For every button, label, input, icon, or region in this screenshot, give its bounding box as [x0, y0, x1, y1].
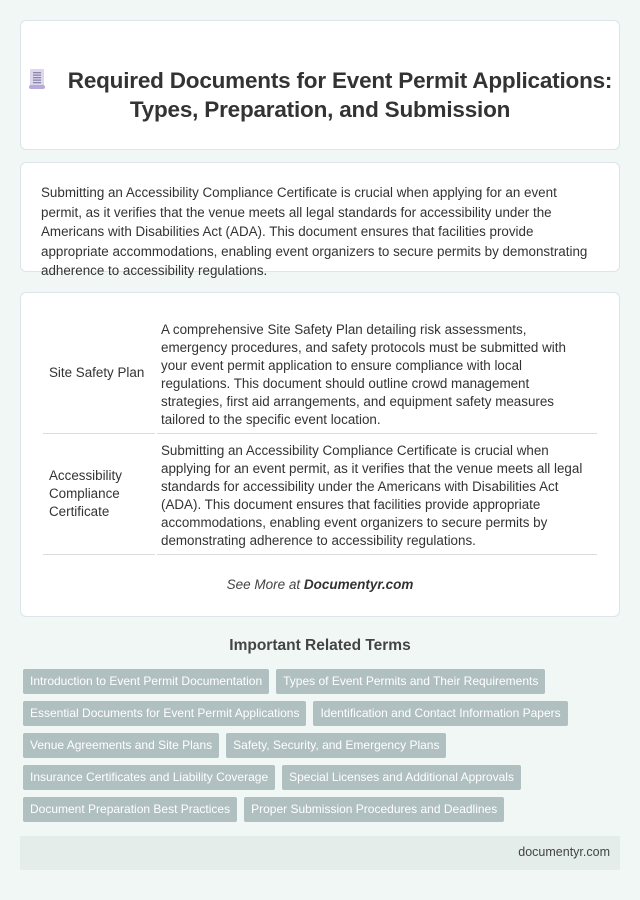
document-icon	[28, 68, 46, 90]
related-term-chip[interactable]: Insurance Certificates and Liability Coverage	[23, 765, 275, 790]
page-title	[21, 66, 619, 124]
table-row	[43, 313, 597, 434]
footer-link[interactable]: documentyr.com	[518, 845, 610, 859]
related-term-chip[interactable]: Proper Submission Procedures and Deadlines	[244, 797, 504, 822]
see-more-prefix: See More at	[226, 577, 304, 592]
related-term-chip[interactable]: Document Preparation Best Practices	[23, 797, 237, 822]
footer	[20, 836, 620, 870]
document-description: A comprehensive Site Safety Plan detailing risk assessments, emergency procedures, and safety protocols must be submitted with your event permit application to ensure compliance with local regulations. This document should outline crowd management strategies, first aid arrangements, and equipment safety measures tailored to the specific event location.	[157, 313, 597, 434]
related-terms-list	[23, 669, 613, 822]
document-description: Submitting an Accessibility Compliance Certificate is crucial when applying for an event permit, as it verifies that the venue meets all legal standards for accessibility under the Americans with Disabilities Act (ADA). This document ensures that facilities provide appropriate accommodations, enabling event organizers to secure permits by demonstrating adherence to accessibility regulations.	[157, 434, 597, 555]
related-terms-title: Important Related Terms	[229, 637, 411, 654]
intro-text: Submitting an Accessibility Compliance Certificate is crucial when applying for an event permit, as it verifies that the venue meets all legal standards for accessibility under the Americans with Disabilities Act (ADA). This document ensures that facilities provide appropriate accommodations, enabling event organizers to secure permits by demonstrating adherence to accessibility regulations.	[41, 185, 588, 278]
related-term-chip[interactable]: Safety, Security, and Emergency Plans	[226, 733, 446, 758]
related-term-chip[interactable]: Special Licenses and Additional Approvals	[282, 765, 521, 790]
page-title-text: Required Documents for Event Permit Applications: Types, Preparation, and Submission	[67, 68, 613, 122]
related-term-chip[interactable]: Identification and Contact Information Papers	[313, 701, 567, 726]
document-name: Site Safety Plan	[43, 313, 155, 434]
intro-card	[20, 162, 620, 278]
documents-table	[41, 313, 599, 555]
see-more	[21, 577, 619, 592]
related-term-chip[interactable]: Venue Agreements and Site Plans	[23, 733, 219, 758]
related-term-chip[interactable]: Essential Documents for Event Permit Applications	[23, 701, 306, 726]
title-card	[20, 20, 620, 150]
related-term-chip[interactable]: Types of Event Permits and Their Requirements	[276, 669, 545, 694]
see-more-link[interactable]: Documentyr.com	[303, 577, 414, 592]
document-name: Accessibility Compliance Certificate	[43, 434, 155, 555]
related-term-chip[interactable]: Introduction to Event Permit Documentation	[23, 669, 269, 694]
table-row	[43, 434, 597, 555]
documents-card	[20, 292, 620, 617]
